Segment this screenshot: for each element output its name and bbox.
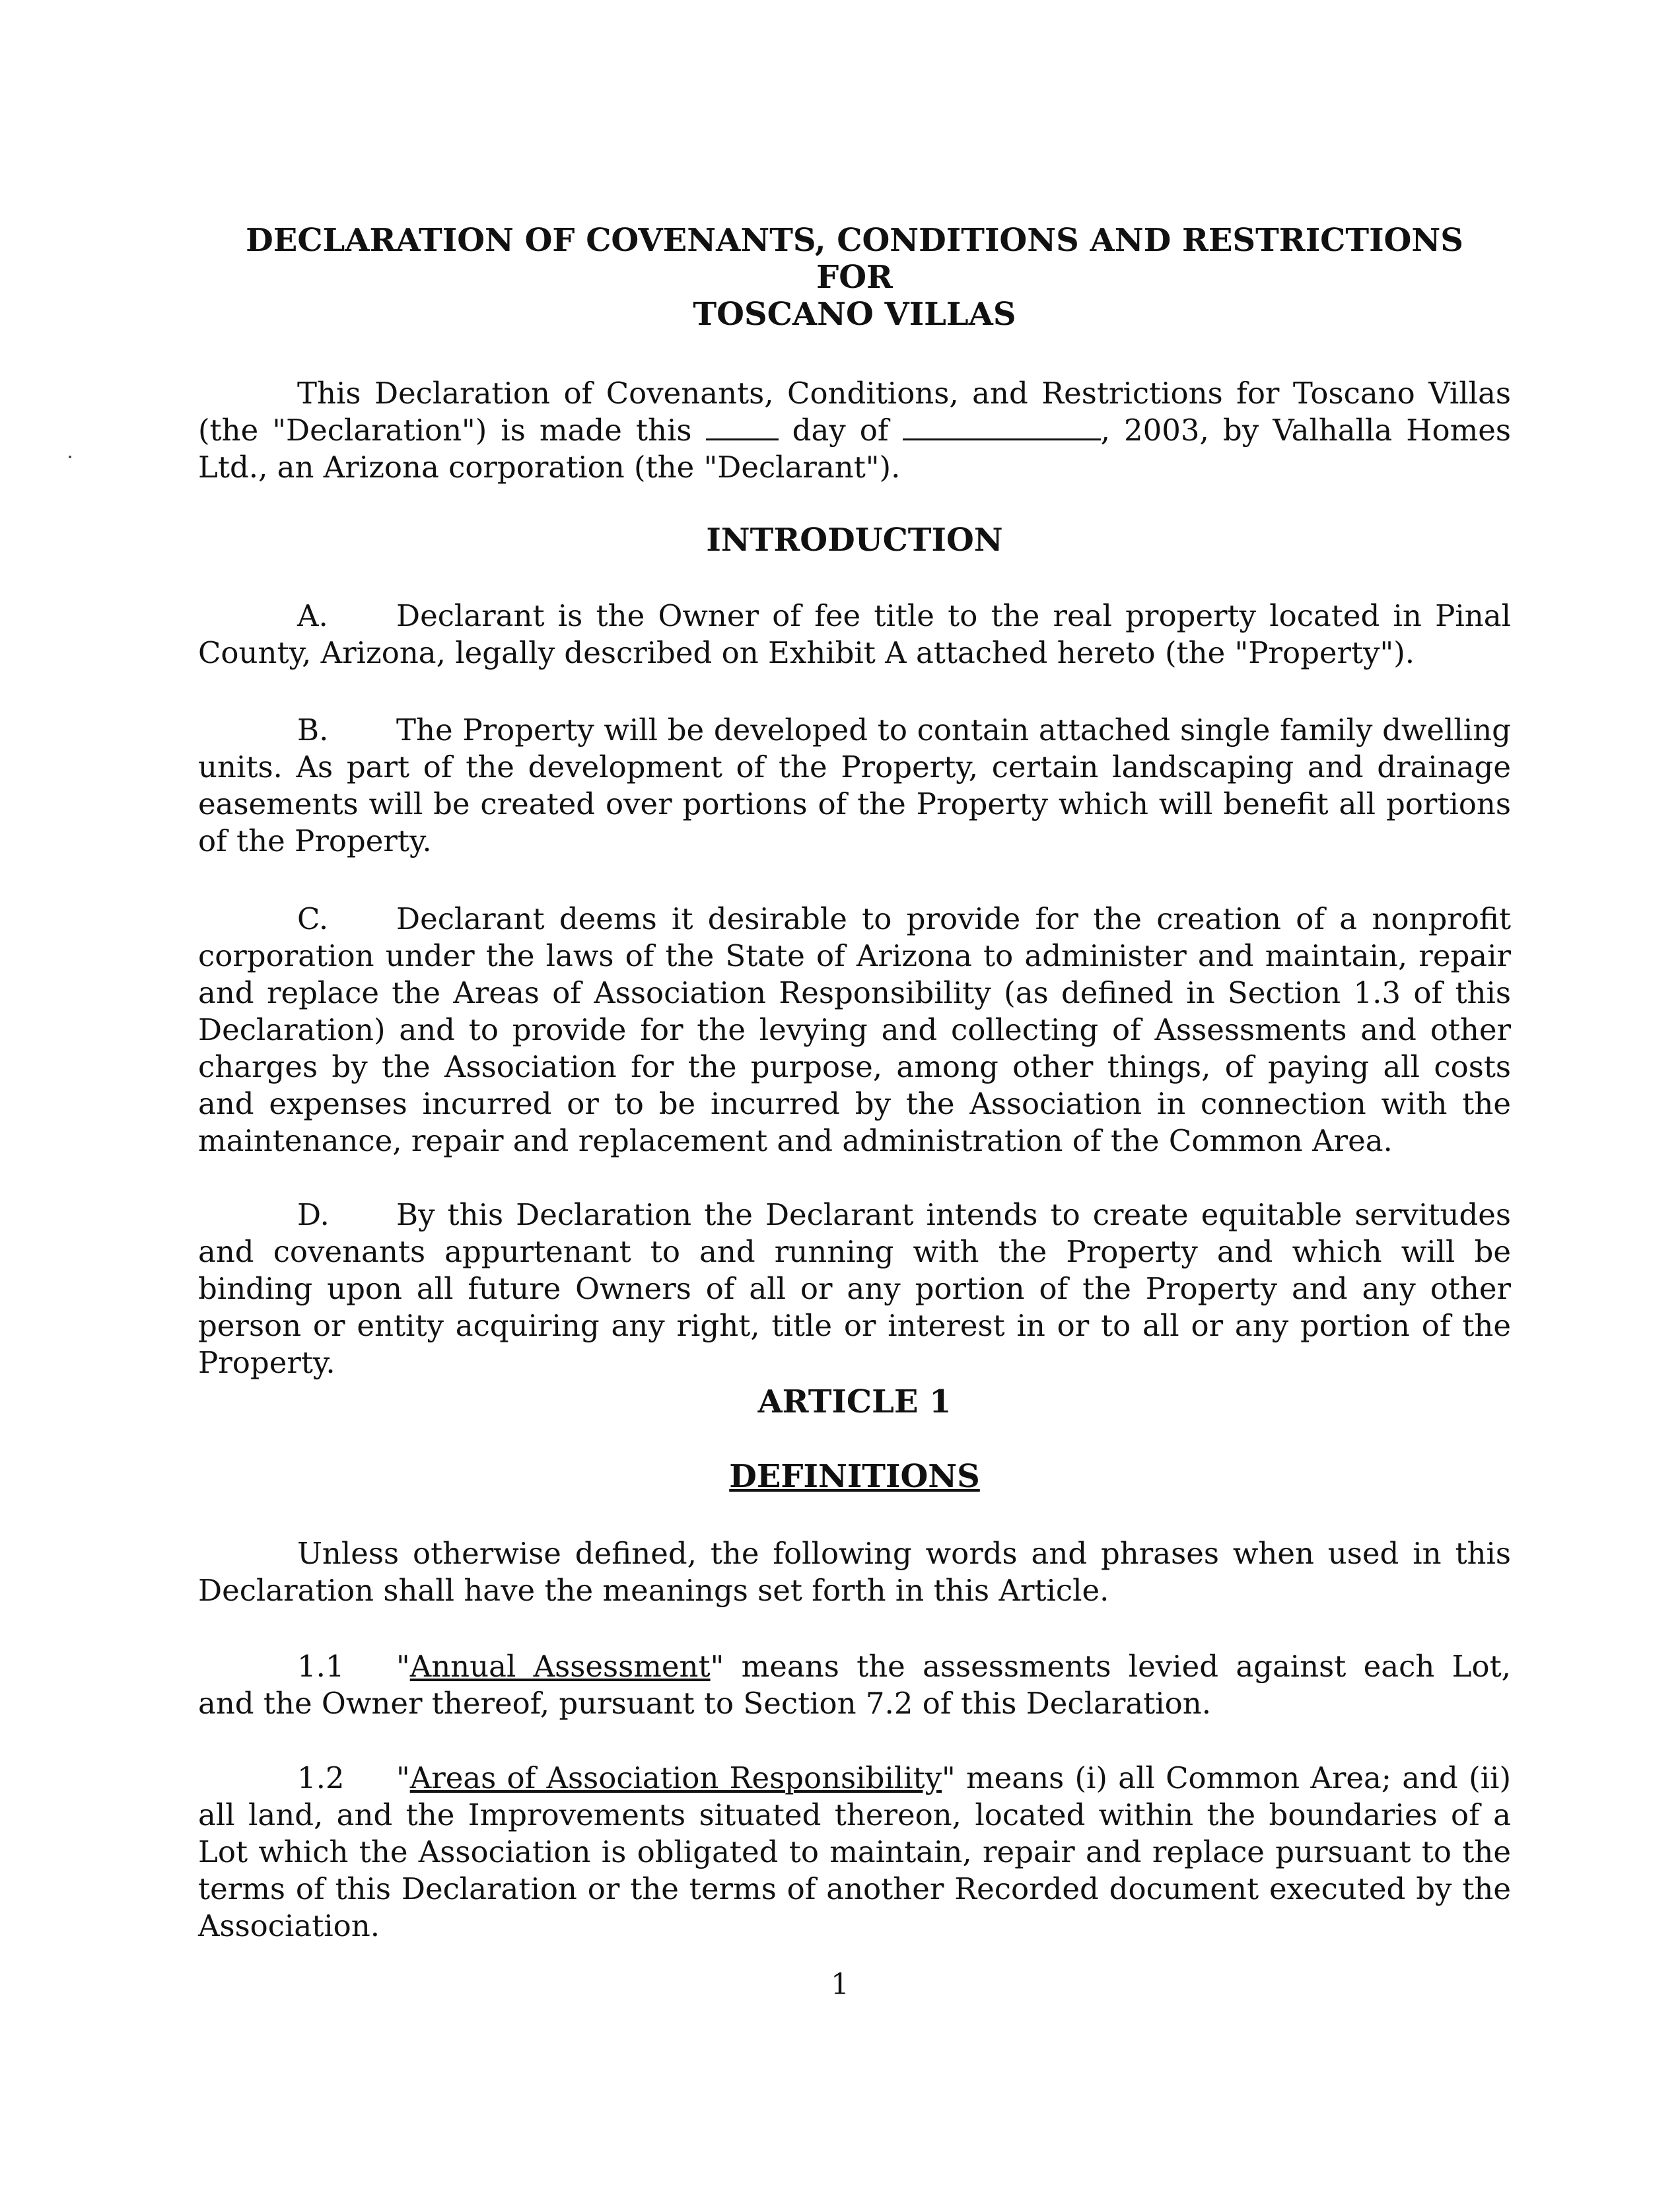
document-title (198, 222, 1511, 333)
paragraph-label: A. (297, 598, 328, 633)
page-number: 1 (831, 1968, 849, 2001)
definitions-intro-text: Unless otherwise defined, the following words and phrases when used in this Declaration shall have the meanings set forth in this Article. (198, 1536, 1511, 1608)
month-blank (903, 412, 1101, 440)
preamble-text-1: This Declaration of Covenants, Conditions, and Restrictions for Toscano Villas (the "Declaration") is made this (198, 376, 1511, 448)
quote-open: " (396, 1649, 410, 1684)
definitions-intro (198, 1535, 1511, 1609)
introduction-heading: INTRODUCTION (706, 522, 1003, 559)
paragraph-text: The Property will be developed to contain attached single family dwelling units. As part of the development of the Property, certain landscaping and drainage easements will be created over portions of the Property which will benefit all portions of the Property. (198, 712, 1511, 858)
section-number: 1.1 (297, 1649, 345, 1684)
intro-paragraph-b (198, 712, 1511, 860)
article-heading: DEFINITIONS (729, 1458, 980, 1495)
quote-open: " (396, 1760, 410, 1795)
section-text: " means (i) all Common Area; and (ii) all land, and the Improvements situated thereon, located within the boundaries of a Lot which the Association is obligated to maintain, repair and replace pursuant to the terms of this Declaration or the terms of another Recorded document executed by the Association. (198, 1760, 1512, 1943)
scan-speck (69, 456, 71, 458)
article-number: ARTICLE 1 (757, 1383, 952, 1420)
title-line-1: DECLARATION OF COVENANTS, CONDITIONS AND RESTRICTIONS (246, 222, 1463, 259)
section-1-1 (198, 1648, 1511, 1722)
intro-paragraph-c (198, 901, 1511, 1160)
defined-term: Areas of Association Responsibility (409, 1760, 942, 1795)
day-blank (706, 412, 779, 440)
preamble-paragraph (198, 375, 1511, 486)
intro-paragraph-d (198, 1197, 1511, 1381)
paragraph-text: By this Declaration the Declarant intends to create equitable servitudes and covenants appurtenant to and running with the Property and which will be binding upon all future Owners of all or any portion of the Property and any other person or entity acquiring any right, title or interest in or to all or any portion of the Property. (198, 1197, 1511, 1380)
intro-paragraph-a (198, 598, 1511, 672)
paragraph-label: B. (297, 712, 329, 747)
paragraph-text: Declarant is the Owner of fee title to the real property located in Pinal County, Arizona, legally described on Exhibit A attached hereto (the "Property"). (198, 598, 1511, 670)
preamble-text-3: , 2003, by Valhalla Homes Ltd., an Arizona corporation (the "Declarant"). (198, 413, 1512, 485)
paragraph-label: D. (297, 1197, 330, 1232)
section-text: " means the assessments levied against each Lot, and the Owner thereof, pursuant to Section 7.2 of this Declaration. (198, 1649, 1511, 1721)
preamble-text-2: day of (792, 413, 889, 448)
defined-term: Annual Assessment (409, 1649, 711, 1684)
paragraph-label: C. (297, 901, 329, 936)
title-line-2: FOR (816, 259, 893, 296)
title-line-3: TOSCANO VILLAS (693, 296, 1016, 333)
section-number: 1.2 (297, 1760, 345, 1795)
paragraph-text: Declarant deems it desirable to provide for the creation of a nonprofit corporation under the laws of the State of Arizona to administer and maintain, repair and replace the Areas of Association Responsibility (as defined in Section 1.3 of this Declaration) and to provide for the levying and collecting of Assessments and other charges by the Association for the purpose, among other things, of paying all costs and expenses incurred or to be incurred by the Association in connection with the maintenance, repair and replacement and administration of the Common Area. (198, 901, 1511, 1158)
section-1-2 (198, 1760, 1511, 1945)
